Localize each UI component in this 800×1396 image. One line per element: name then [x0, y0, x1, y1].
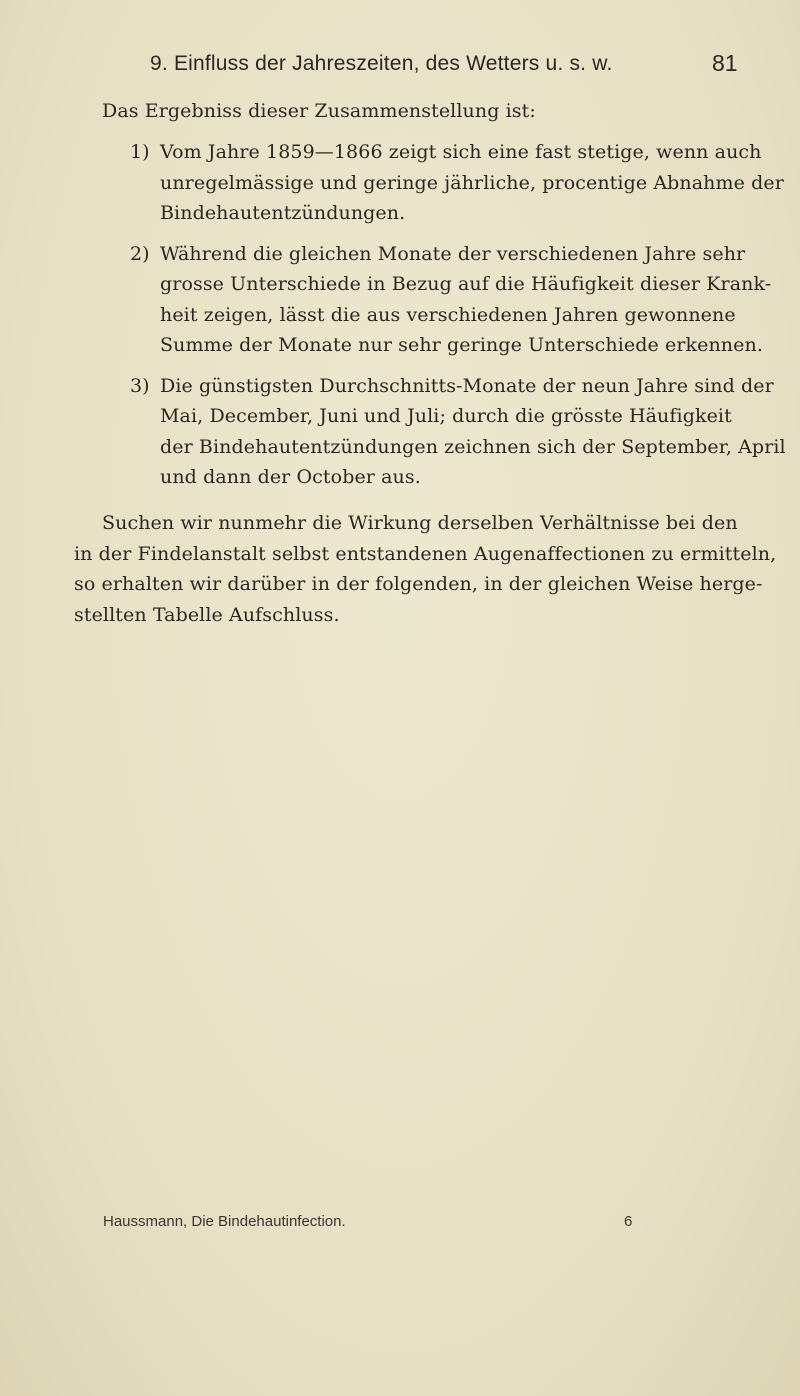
item-line: der Bindehautentzündungen zeichnen sich der September, April — [160, 436, 786, 458]
paragraph-line: Suchen wir nunmehr die Wirkung derselben Verhältnisse bei den — [102, 512, 738, 534]
item-line: Die günstigsten Durchschnitts-Monate der neun Jahre sind der — [160, 375, 774, 397]
item-line: heit zeigen, lässt die aus verschiedenen Jahren gewonnene — [160, 304, 736, 326]
item-number: 1) — [130, 141, 150, 163]
item-line: Summe der Monate nur sehr geringe Unterschiede erkennen. — [160, 334, 763, 356]
intro-line: Das Ergebniss dieser Zusammenstellung ist: — [102, 100, 536, 122]
item-line: Während die gleichen Monate der verschiedenen Jahre sehr — [160, 243, 746, 265]
sheet-mark: 6 — [624, 1213, 633, 1230]
item-line: Mai, December, Juni und Juli; durch die grösste Häufigkeit — [160, 405, 732, 427]
paragraph-line: stellten Tabelle Aufschluss. — [74, 604, 340, 626]
item-line: grosse Unterschiede in Bezug auf die Häufigkeit dieser Krank- — [160, 273, 772, 295]
paragraph-line: so erhalten wir darüber in der folgenden, in der gleichen Weise herge- — [74, 573, 763, 595]
paragraph-line: in der Findelanstalt selbst entstandenen Augenaffectionen zu ermitteln, — [74, 543, 777, 565]
item-line: unregelmässige und geringe jährliche, procentige Abnahme der — [160, 172, 784, 194]
item-line: Vom Jahre 1859—1866 zeigt sich eine fast stetige, wenn auch — [160, 141, 762, 163]
page-number: 81 — [712, 50, 738, 76]
item-line: Bindehautentzündungen. — [160, 202, 406, 224]
item-number: 2) — [130, 243, 150, 265]
printer-signature: Haussmann, Die Bindehautinfection. — [103, 1213, 346, 1230]
running-head: 9. Einfluss der Jahreszeiten, des Wetters u. s. w. — [150, 52, 613, 75]
item-number: 3) — [130, 375, 150, 397]
item-line: und dann der October aus. — [160, 466, 421, 488]
